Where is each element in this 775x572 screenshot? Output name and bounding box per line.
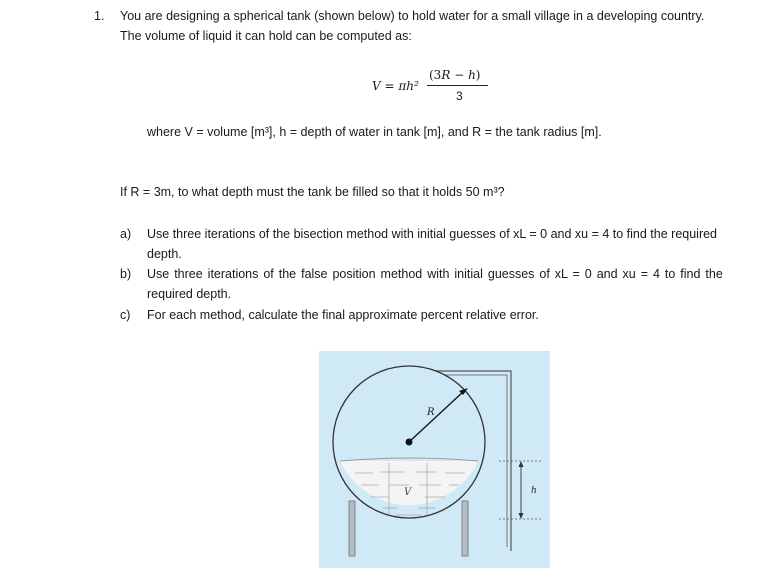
part-b-label: b) — [120, 267, 132, 281]
question-text: If R = 3m, to what depth must the tank be filled so that it holds 50 m³? — [120, 185, 505, 199]
depth-label: h — [531, 486, 537, 496]
intro-line-2: The volume of liquid it can hold can be computed as: — [120, 29, 412, 43]
radius-label: R — [427, 407, 435, 418]
tank-diagram — [319, 351, 550, 568]
part-a-label: a) — [120, 227, 132, 241]
part-a-line-2: depth. — [147, 247, 182, 261]
formula-numerator: (3R − h) — [429, 68, 481, 82]
formula-denominator: 3 — [456, 89, 463, 103]
problem-number: 1. — [94, 9, 105, 23]
intro-line-1: You are designing a spherical tank (shown below) to hold water for a small village in a developing country. — [120, 9, 705, 23]
volume-formula — [372, 66, 512, 106]
part-c-line-1: For each method, calculate the final approximate percent relative error. — [147, 308, 539, 322]
part-b-line-2: required depth. — [147, 287, 232, 301]
fraction-bar — [427, 85, 488, 86]
left-leg — [349, 501, 355, 556]
volume-label: V — [404, 487, 412, 498]
part-b-line-1: Use three iterations of the false position method with initial guesses of xL = 0 and xu = 4 to find the — [147, 267, 723, 281]
formula-lhs: V = πh² — [372, 79, 419, 93]
part-c-label: c) — [120, 308, 131, 322]
part-a-line-1: Use three iterations of the bisection method with initial guesses of xL = 0 and xu = 4 to find the required — [147, 227, 718, 241]
spherical-tank-figure — [319, 351, 550, 568]
right-leg — [462, 501, 468, 556]
where-text: where V = volume [m³], h = depth of water in tank [m], and R = the tank radius [m]. — [147, 125, 602, 139]
